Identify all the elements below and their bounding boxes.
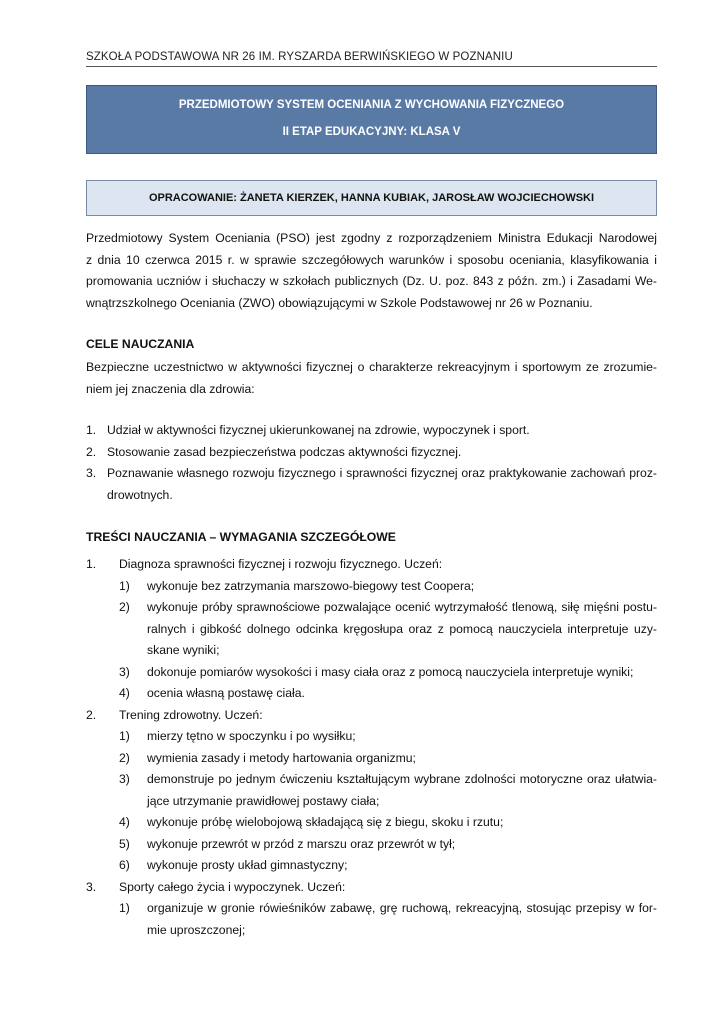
section-title: Diagnoza sprawności fizycznej i rozwoju fizycznego. Uczeń: (119, 557, 443, 571)
section-number: 3. (86, 879, 97, 894)
requirement-text-line: dokonuje pomiarów wysokości i masy ciała oraz z pomocą nauczyciela interpretuje wyniki; (147, 664, 634, 679)
requirement-text-line: ralnych i gibkość dolnego odcinka kręgosłupa oraz z pomocą nauczyciela interpretuje uzy- (147, 621, 657, 636)
requirement-text-line: mie uproszczonej; (147, 922, 246, 937)
authors-banner: OPRACOWANIE: ŻANETA KIERZEK, HANNA KUBIAK, JAROSŁAW WOJCIECHOWSKI (86, 180, 657, 216)
title-line-2: II ETAP EDUKACYJNY: KLASA V (282, 126, 461, 138)
requirement-number: 5) (119, 836, 130, 851)
requirement-number: 2) (119, 750, 130, 765)
title-banner (86, 85, 657, 154)
goals-heading: CELE NAUCZANIA (86, 337, 195, 351)
requirement-text-line: wykonuje przewrót w przód z marszu oraz przewrót w tył; (147, 836, 456, 851)
requirement-number: 1) (119, 578, 130, 593)
requirement-text-line: wykonuje próby sprawnościowe pozwalające ocenić wytrzymałość tlenową, siłę mięśni postu- (147, 600, 657, 614)
section-number: 1. (86, 557, 97, 571)
content-heading: TREŚCI NAUCZANIA – WYMAGANIA SZCZEGÓŁOWE (86, 530, 396, 544)
intro-paragraph-line: Przedmiotowy System Oceniania (PSO) jest zgodny z rozporządzeniem Ministra Edukacji Narodowej (86, 231, 657, 245)
requirement-number: 4) (119, 815, 130, 829)
requirement-number: 1) (119, 901, 130, 915)
intro-paragraph-line: promowania uczniów i słuchaczy w szkołach publicznych (Dz. U. poz. 843 z późn. zm.) i Zasadami We- (86, 274, 657, 288)
section-title: Trening zdrowotny. Uczeń: (119, 707, 263, 722)
requirement-text-line: jące utrzymanie prawidłowej postawy ciała; (147, 793, 380, 808)
page-header: SZKOŁA PODSTAWOWA NR 26 IM. RYSZARDA BERWIŃSKIEGO W POZNANIU (86, 51, 513, 63)
goals-intro-line: niem jej znaczenia dla zdrowia: (86, 381, 255, 396)
header-divider (86, 66, 657, 67)
requirement-text-line: wykonuje próbę wielobojową składającą się z biegu, skoku i rzutu; (147, 815, 504, 829)
section-number: 2. (86, 707, 97, 722)
goal-number: 1. (86, 423, 97, 437)
requirement-text-line: skane wyniki; (147, 643, 220, 657)
goal-text-line: Stosowanie zasad bezpieczeństwa podczas aktywności fizycznej. (107, 444, 462, 459)
requirement-number: 6) (119, 858, 130, 872)
goal-text-line: drowotnych. (107, 487, 173, 502)
requirement-number: 3) (119, 664, 130, 679)
goal-text-line: Udział w aktywności fizycznej ukierunkowanej na zdrowie, wypoczynek i sport. (107, 423, 530, 437)
intro-paragraph-line: z dnia 10 czerwca 2015 r. w sprawie szczegółowych warunków i sposobu oceniania, klasyfikowania i (86, 252, 657, 267)
requirement-text-line: wykonuje bez zatrzymania marszowo-biegowy test Coopera; (147, 578, 475, 593)
requirement-text-line: wykonuje prosty układ gimnastyczny; (147, 858, 348, 872)
goal-number: 2. (86, 444, 97, 459)
requirement-text-line: mierzy tętno w spoczynku i po wysiłku; (147, 729, 356, 743)
goals-intro-line: Bezpieczne uczestnictwo w aktywności fizycznej o charakterze rekreacyjnym i sportowym ze zrozumie- (86, 360, 657, 374)
goal-number: 3. (86, 466, 97, 480)
goal-text-line: Poznawanie własnego rozwoju fizycznego i sprawności fizycznej oraz praktykowanie zachowań proz- (107, 466, 657, 480)
requirement-text-line: demonstruje po jednym ćwiczeniu kształtującym wybrane zdolności motoryczne oraz ułatwia- (147, 772, 657, 786)
title-line-1: PRZEDMIOTOWY SYSTEM OCENIANIA Z WYCHOWANIA FIZYCZNEGO (178, 99, 565, 111)
section-title: Sporty całego życia i wypoczynek. Uczeń: (119, 879, 346, 894)
requirement-number: 2) (119, 600, 130, 614)
requirement-text-line: wymienia zasady i metody hartowania organizmu; (147, 750, 416, 765)
requirement-text-line: ocenia własną postawę ciała. (147, 686, 305, 700)
intro-paragraph-line: wnątrzszkolnego Oceniania (ZWO) obowiązującymi w Szkole Podstawowej nr 26 w Poznaniu. (86, 295, 593, 310)
requirement-text-line: organizuje w gronie rówieśników zabawę, grę ruchową, rekreacyjną, stosując przepisy w for- (147, 901, 657, 915)
requirement-number: 1) (119, 729, 130, 743)
requirement-number: 4) (119, 686, 130, 700)
requirement-number: 3) (119, 772, 130, 786)
